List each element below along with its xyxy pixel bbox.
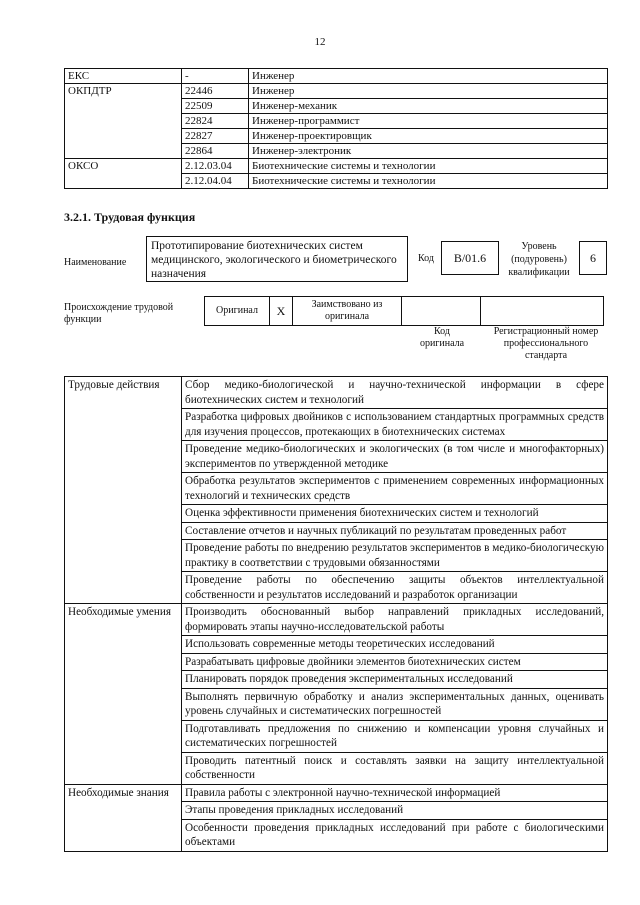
classifier-code: 22824 [182, 114, 249, 129]
original-mark-cell [269, 296, 293, 326]
list-item: Производить обоснованный выбор направлений прикладных исследований, формировать этапы научно-исследовательской работы [182, 604, 608, 636]
borrowed-label: Заимствовано из оригинала [311, 299, 383, 322]
borrowed-cell [292, 296, 402, 326]
classifier-row [65, 69, 608, 84]
classifier-row [65, 84, 608, 99]
level-label: Уровень (подуровень) квалификации [508, 241, 570, 278]
category-title: Необходимые умения [65, 604, 182, 785]
page-number: 12 [314, 36, 326, 48]
classifier-name: Инженер [249, 69, 608, 84]
level-value: 6 [590, 251, 596, 265]
name-label: Наименование [64, 257, 127, 268]
code-original-cell [401, 296, 481, 326]
list-item: Особенности проведения прикладных исследований при работе с биологическими объектами [182, 819, 608, 851]
classifier-group: ОКПДТР [65, 84, 182, 159]
classifier-name: Биотехнические системы и технологии [249, 159, 608, 174]
classifier-row [65, 159, 608, 174]
classifier-code: 2.12.03.04 [182, 159, 249, 174]
details-rows [65, 377, 608, 852]
classifier-code: 22446 [182, 84, 249, 99]
list-item: Проводить патентный поиск и составлять заявки на защиту интеллектуальной собственности [182, 752, 608, 784]
origin-row [204, 296, 604, 326]
code-original-label: Код оригинала [419, 326, 465, 349]
classifier-code: 2.12.04.04 [182, 174, 249, 189]
classifier-name: Инженер-механик [249, 99, 608, 114]
classifier-group: ЕКС [65, 69, 182, 84]
list-item: Составление отчетов и научных публикаций по результатам проведенных работ [182, 522, 608, 540]
category-title: Трудовые действия [65, 377, 182, 604]
classifier-rows [65, 69, 608, 189]
reg-number-cell [480, 296, 604, 326]
list-item: Этапы проведения прикладных исследований [182, 802, 608, 820]
list-item: Выполнять первичную обработку и анализ экспериментальных данных, оценивать уровень случайных и систематических погрешностей [182, 688, 608, 720]
function-code: В/01.6 [453, 251, 487, 265]
list-item: Проведение работы по внедрению результатов экспериментов в медико-биологическую практику в соответствии с трудовыми обязанностями [182, 540, 608, 572]
classifier-name: Инженер-электроник [249, 144, 608, 159]
original-mark: X [276, 304, 286, 318]
classifier-code: 22509 [182, 99, 249, 114]
origin-label: Происхождение трудовой функции [64, 302, 174, 325]
list-item: Обработка результатов экспериментов с применением современных информационных технологий и технических средств [182, 473, 608, 505]
section-heading: 3.2.1. Трудовая функция [64, 210, 196, 224]
classifier-code: 22827 [182, 129, 249, 144]
original-label: Оригинал [216, 305, 258, 316]
list-item: Использовать современные методы теоретических исследований [182, 636, 608, 654]
list-item: Проведение работы по обеспечению защиты объектов интеллектуальной собственности и результатов исследований и разработок организации [182, 572, 608, 604]
original-cell [204, 296, 270, 326]
list-item: Разработка цифровых двойников с использованием стандартных программных средств для изучения процессов, протекающих в биотехнических системах [182, 409, 608, 441]
function-name-box [146, 236, 408, 282]
list-item: Проведение медико-биологических и экологических (в том числе и многофакторных) экспериментов по утвержденной методике [182, 441, 608, 473]
details-row [65, 604, 608, 636]
classifier-group: ОКСО [65, 159, 182, 189]
details-row [65, 377, 608, 409]
code-box [441, 241, 499, 275]
function-name: Прототипирование биотехнических систем медицинского, экологического и биометрического назначения [151, 240, 397, 280]
list-item: Оценка эффективности применения биотехнических систем и технологий [182, 505, 608, 523]
function-details-table [64, 376, 608, 852]
list-item: Разрабатывать цифровые двойники элементов биотехнических систем [182, 653, 608, 671]
classifier-name: Биотехнические системы и технологии [249, 174, 608, 189]
classifier-code: - [182, 69, 249, 84]
list-item: Планировать порядок проведения экспериментальных исследований [182, 671, 608, 689]
category-title: Необходимые знания [65, 784, 182, 851]
list-item: Сбор медико-биологической и научно-технической информации в сфере биотехнических систем и технологий [182, 377, 608, 409]
classifier-name: Инженер [249, 84, 608, 99]
list-item: Подготавливать предложения по снижению и компенсации уровня случайных и систематических погрешностей [182, 720, 608, 752]
code-label: Код [418, 253, 434, 264]
level-box [579, 241, 607, 275]
classifier-code: 22864 [182, 144, 249, 159]
reg-number-label: Регистрационный номер профессионального стандарта [493, 326, 599, 361]
classifier-table [64, 68, 608, 189]
list-item: Правила работы с электронной научно-технической информацией [182, 784, 608, 802]
details-row [65, 784, 608, 802]
classifier-name: Инженер-программист [249, 114, 608, 129]
classifier-name: Инженер-проектировщик [249, 129, 608, 144]
